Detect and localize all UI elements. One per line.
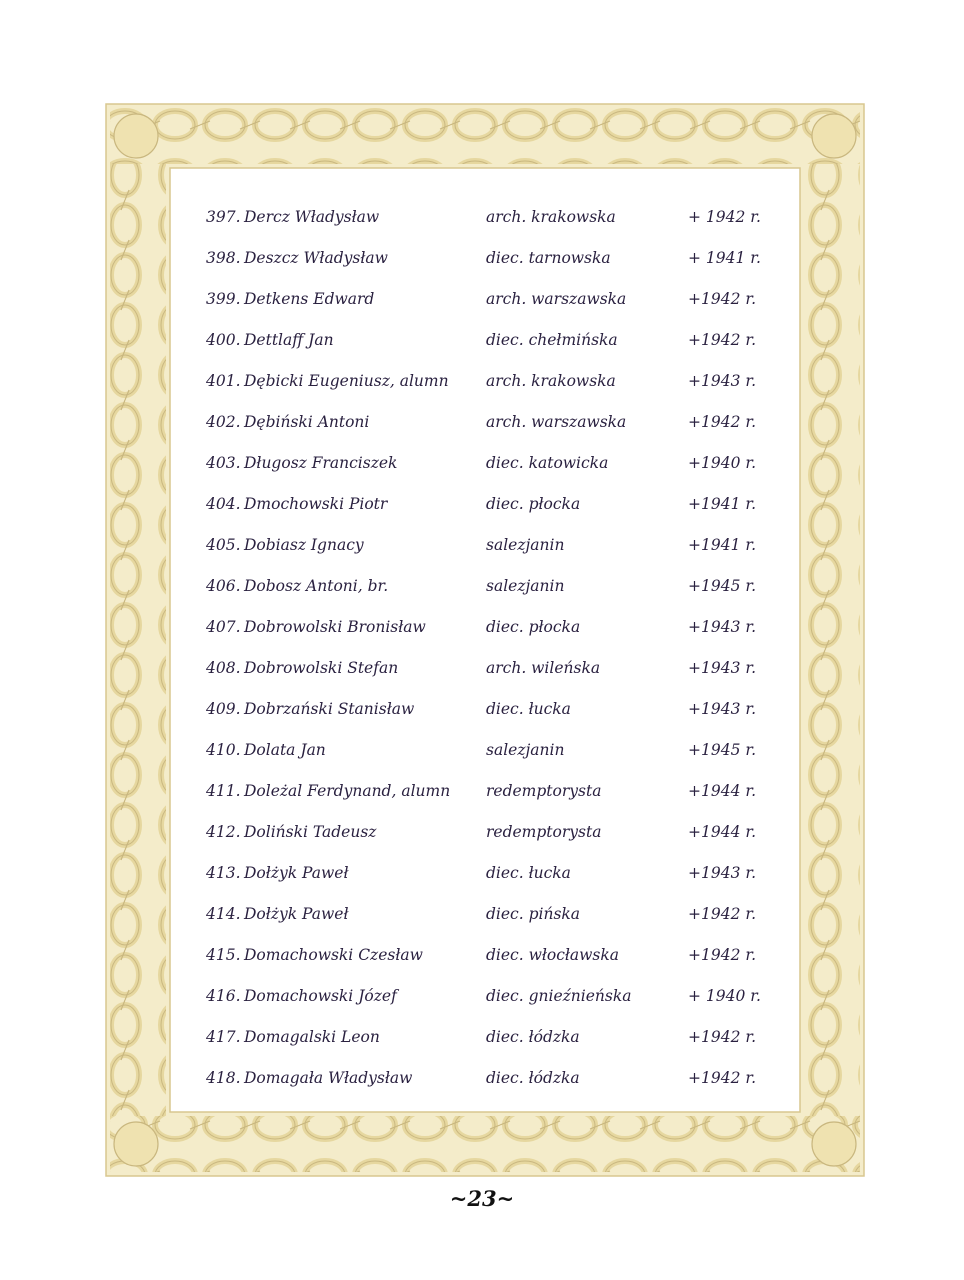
entry-diocese: redemptorysta: [486, 782, 602, 800]
list-item: [206, 1061, 766, 1095]
entry-diocese: arch. krakowska: [486, 372, 616, 390]
list-item: [206, 241, 766, 275]
list-item: [206, 692, 766, 726]
entry-number: 404.: [206, 495, 241, 513]
list-item: [206, 938, 766, 972]
entry-diocese: diec. łucka: [486, 864, 571, 882]
entry-name: Dobiasz Ignacy: [244, 536, 364, 554]
entry-name: Dettlaff Jan: [244, 331, 334, 349]
entry-name: Dębiński Antoni: [244, 413, 370, 431]
entry-diocese: salezjanin: [486, 536, 565, 554]
list-item: [206, 282, 766, 316]
entry-number: 406.: [206, 577, 241, 595]
entry-name: Dercz Władysław: [244, 208, 380, 226]
entry-diocese: diec. chełmińska: [486, 331, 618, 349]
list-item: [206, 1020, 766, 1054]
entry-name: Dobosz Antoni, br.: [244, 577, 389, 595]
entry-death-year: +1945 r.: [688, 741, 756, 759]
entry-diocese: arch. krakowska: [486, 208, 616, 226]
entry-number: 401.: [206, 372, 241, 390]
entry-diocese: diec. katowicka: [486, 454, 609, 472]
entry-number: 416.: [206, 987, 241, 1005]
entry-diocese: diec. łódzka: [486, 1028, 580, 1046]
entry-number: 415.: [206, 946, 241, 964]
entry-diocese: salezjanin: [486, 577, 565, 595]
entry-diocese: diec. łucka: [486, 700, 571, 718]
list-item: [206, 569, 766, 603]
entry-diocese: diec. płocka: [486, 618, 581, 636]
entry-diocese: arch. warszawska: [486, 290, 627, 308]
entry-number: 409.: [206, 700, 241, 718]
entry-death-year: +1942 r.: [688, 290, 756, 308]
entry-death-year: +1943 r.: [688, 864, 756, 882]
entry-death-year: +1943 r.: [688, 700, 756, 718]
entry-number: 417.: [206, 1028, 241, 1046]
list-item: [206, 528, 766, 562]
list-item: [206, 323, 766, 357]
entry-name: Deszcz Władysław: [244, 249, 388, 267]
entry-name: Dołżyk Paweł: [244, 864, 349, 882]
entry-name: Domagalski Leon: [244, 1028, 380, 1046]
entry-number: 418.: [206, 1069, 241, 1087]
page-number: ~23~: [449, 1186, 515, 1211]
entry-death-year: +1943 r.: [688, 659, 756, 677]
entry-name: Dmochowski Piotr: [244, 495, 388, 513]
entry-name: Doleżal Ferdynand, alumn: [244, 782, 451, 800]
entry-name: Dołżyk Paweł: [244, 905, 349, 923]
list-item: [206, 364, 766, 398]
entry-number: 414.: [206, 905, 241, 923]
entry-name: Dolata Jan: [244, 741, 326, 759]
entry-name: Detkens Edward: [244, 290, 375, 308]
entry-diocese: diec. pińska: [486, 905, 581, 923]
list-item: [206, 979, 766, 1013]
entry-death-year: + 1940 r.: [688, 987, 761, 1005]
entry-name: Doliński Tadeusz: [244, 823, 377, 841]
entry-number: 399.: [206, 290, 241, 308]
list-item: [206, 774, 766, 808]
list-item: [206, 897, 766, 931]
entry-diocese: salezjanin: [486, 741, 565, 759]
entry-diocese: diec. tarnowska: [486, 249, 611, 267]
entry-number: 398.: [206, 249, 241, 267]
entry-number: 408.: [206, 659, 241, 677]
entry-diocese: diec. gnieźnieńska: [486, 987, 632, 1005]
entry-number: 410.: [206, 741, 241, 759]
entry-number: 403.: [206, 454, 241, 472]
entry-diocese: arch. warszawska: [486, 413, 627, 431]
entry-death-year: +1943 r.: [688, 618, 756, 636]
entry-number: 405.: [206, 536, 241, 554]
entry-name: Dębicki Eugeniusz, alumn: [244, 372, 449, 390]
entry-death-year: +1945 r.: [688, 577, 756, 595]
entry-name: Dobrowolski Stefan: [244, 659, 399, 677]
entry-death-year: +1942 r.: [688, 331, 756, 349]
entry-death-year: +1944 r.: [688, 782, 756, 800]
entry-death-year: +1942 r.: [688, 946, 756, 964]
entry-name: Domachowski Józef: [244, 987, 397, 1005]
list-item: [206, 487, 766, 521]
entry-death-year: +1942 r.: [688, 1069, 756, 1087]
entry-diocese: diec. płocka: [486, 495, 581, 513]
entry-name: Domagała Władysław: [244, 1069, 413, 1087]
entry-number: 412.: [206, 823, 241, 841]
entry-death-year: +1942 r.: [688, 413, 756, 431]
entry-death-year: + 1942 r.: [688, 208, 761, 226]
entry-name: Dobrowolski Bronisław: [244, 618, 426, 636]
entry-death-year: +1943 r.: [688, 372, 756, 390]
entry-death-year: +1944 r.: [688, 823, 756, 841]
list-item: [206, 733, 766, 767]
entry-diocese: redemptorysta: [486, 823, 602, 841]
entry-number: 413.: [206, 864, 241, 882]
list-item: [206, 610, 766, 644]
entry-name: Długosz Franciszek: [244, 454, 398, 472]
list-item: [206, 815, 766, 849]
entry-number: 397.: [206, 208, 241, 226]
list-item: [206, 405, 766, 439]
entry-death-year: + 1941 r.: [688, 249, 761, 267]
entry-death-year: +1941 r.: [688, 495, 756, 513]
entry-number: 411.: [206, 782, 241, 800]
entry-number: 400.: [206, 331, 241, 349]
entry-name: Dobrzański Stanisław: [244, 700, 415, 718]
entry-name: Domachowski Czesław: [244, 946, 423, 964]
entry-number: 407.: [206, 618, 241, 636]
entry-number: 402.: [206, 413, 241, 431]
entry-death-year: +1940 r.: [688, 454, 756, 472]
entry-death-year: +1942 r.: [688, 1028, 756, 1046]
entry-diocese: diec. łódzka: [486, 1069, 580, 1087]
list-item: [206, 856, 766, 890]
entry-death-year: +1942 r.: [688, 905, 756, 923]
list-item: [206, 200, 766, 234]
list-item: [206, 651, 766, 685]
entry-diocese: diec. włocławska: [486, 946, 620, 964]
entry-death-year: +1941 r.: [688, 536, 756, 554]
entry-diocese: arch. wileńska: [486, 659, 601, 677]
list-item: [206, 446, 766, 480]
